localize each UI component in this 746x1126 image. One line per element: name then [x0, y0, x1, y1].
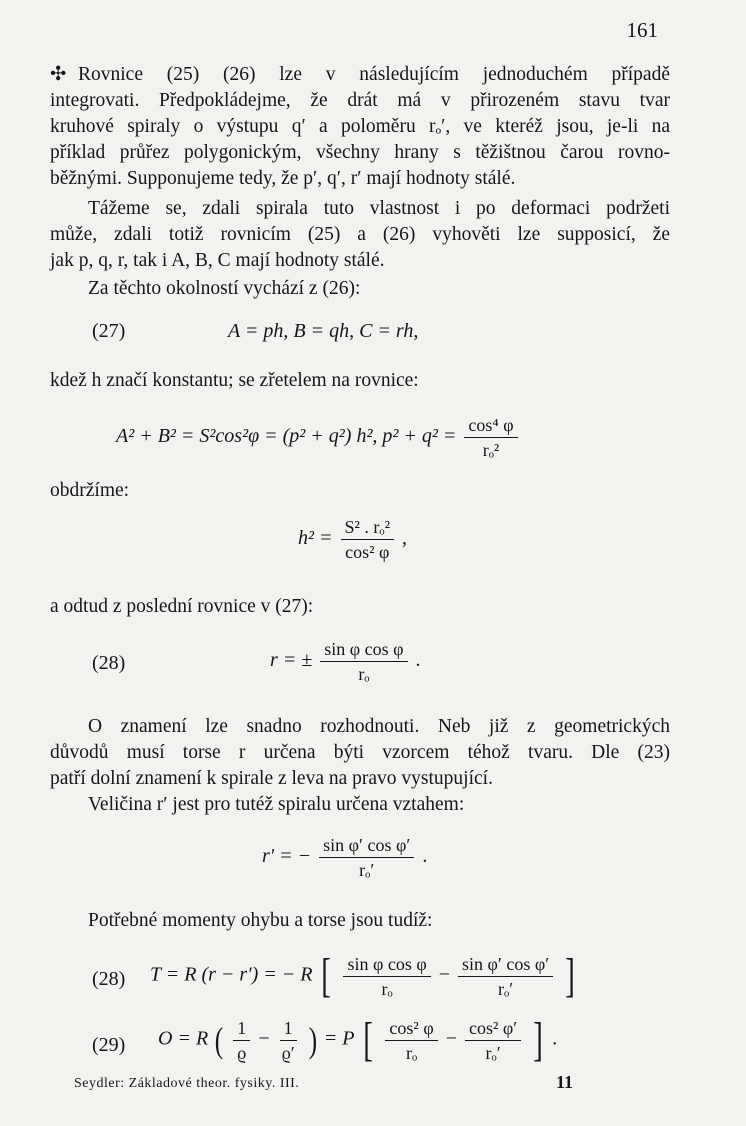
- equation-h-squared: h² = $\frac{\text{S² . rₒ²}}{\text{cos² φ}}$ ,: [298, 517, 407, 562]
- right-paren: ): [308, 1020, 317, 1060]
- page-number: 161: [626, 18, 658, 42]
- left-paren: (: [214, 1020, 224, 1060]
- equation-r-prime: r′ = − $\frac{\text{sin φ′ cos φ′}}{\text{rₒ′}}$ .: [262, 835, 428, 880]
- left-bracket: [: [363, 1013, 374, 1066]
- paragraph-2: [50, 196, 670, 274]
- equation-label: (27): [92, 320, 126, 342]
- equation-sum-of-squares: A² + B² = S²cos²φ = (p² + q²) h², p² + q² = $\frac{\text{cos⁴ φ}}{\text{rₒ²}}$: [116, 414, 521, 461]
- ornament-icon: ✣: [50, 64, 67, 85]
- paragraph-8: Veličina r′ jest pro tutéž spiralu určena vztahem:: [88, 794, 465, 815]
- paragraph-1-line: integrovati. Předpokládejme, že drát má v přirozeném stavu tvar: [50, 90, 670, 111]
- fraction: $\frac{\text{sin φ′ cos φ′}}{\text{rₒ′}}$: [319, 834, 414, 881]
- fraction: $\frac{\text{cos² φ}}{\text{rₒ}}$: [385, 1017, 437, 1064]
- paragraph-3: Za těchto okolností vychází z (26):: [88, 278, 361, 299]
- paragraph-1-line: běžnými. Supponujeme tedy, že p′, q′, r′ mají hodnoty stálé.: [50, 168, 516, 189]
- fraction: $\frac{\text{S² . rₒ²}}{\text{cos² φ}}$: [341, 516, 394, 563]
- page-footer: Seydler: Základové theor. fysiky. III.: [74, 1076, 300, 1091]
- paragraph-2-line: může, zdali totiž rovnicím (25) a (26) vyhověti lze supposicí, že: [50, 224, 670, 245]
- paragraph-7-line: důvodů musí torse r určena býti vzorcem téhož tvaru. Dle (23): [50, 742, 670, 763]
- paragraph-1: [50, 62, 670, 192]
- equation-label: (28): [92, 652, 126, 674]
- fraction: $\frac{\text{sin φ′ cos φ′}}{\text{rₒ′}}$: [458, 953, 553, 1000]
- paragraph-1-line: kruhové spiraly o výstupu q′ a poloměru rₒ′, ve kteréž jsou, je-li na: [50, 116, 670, 137]
- paragraph-2-line: Tážeme se, zdali spirala tuto vlastnost i po deformaci podržeti: [88, 198, 670, 219]
- sheet-number: 11: [556, 1072, 574, 1092]
- paragraph-9: Potřebné momenty ohybu a torse jsou tudíž:: [88, 910, 433, 931]
- left-bracket: [: [321, 949, 332, 1002]
- fraction: $\frac{\text{cos² φ′}}{\text{rₒ′}}$: [465, 1017, 521, 1064]
- equation-label: (28): [92, 968, 126, 990]
- equation-27: A = ph, B = qh, C = rh,: [228, 320, 419, 342]
- paragraph-7: [50, 714, 670, 792]
- equation-29: O = R ( $\frac{1}{ϱ}$ − $\frac{1}{ϱ'}$ ) = P [ $\frac{\text{cos² φ}}{\text{rₒ}}$ − $\frac{\text{cos² φ′}}{\text{rₒ′}}$ ] .: [158, 1013, 558, 1066]
- equation-28-moments: T = R (r − r′) = − R [ $\frac{\text{sin φ cos φ}}{\text{rₒ}}$ − $\frac{\text{sin φ′ cos φ′}}{\text{rₒ′}}$ ]: [150, 949, 575, 1002]
- equation-label: (29): [92, 1034, 126, 1056]
- fraction: $\frac{\text{sin φ cos φ}}{\text{rₒ}}$: [343, 953, 430, 1000]
- paragraph-7-line: O znamení lze snadno rozhodnouti. Neb již z geometrických: [88, 716, 670, 737]
- paragraph-6: a odtud z poslední rovnice v (27):: [50, 596, 314, 617]
- paragraph-1-line: příklad průřez polygonickým, všechny hrany s těžištnou čarou rovno-: [50, 142, 670, 163]
- paragraph-5: obdržíme:: [50, 480, 130, 501]
- fraction: $\frac{1}{ϱ'}$: [281, 1017, 295, 1063]
- paragraph-7-line: patří dolní znamení k spirale z leva na pravo vystupující.: [50, 768, 493, 789]
- paragraph-2-line: jak p, q, r, tak i A, B, C mají hodnoty stálé.: [50, 250, 385, 271]
- fraction: $\frac{1}{ϱ}$: [233, 1017, 250, 1064]
- fraction: $\frac{\text{cos⁴ φ}}{\text{rₒ²}}$: [464, 414, 517, 461]
- right-bracket: ]: [565, 949, 575, 1002]
- right-bracket: ]: [533, 1013, 543, 1066]
- paragraph-1-line: ✣ Rovnice (25) (26) lze v následujícím jednoduchém případě: [50, 62, 670, 88]
- equation-28-r: r = ± $\frac{\text{sin φ cos φ}}{\text{rₒ}}$ .: [270, 639, 421, 684]
- fraction: $\frac{\text{sin φ cos φ}}{\text{rₒ}}$: [320, 638, 407, 685]
- paragraph-4: kdež h značí konstantu; se zřetelem na rovnice:: [50, 370, 419, 391]
